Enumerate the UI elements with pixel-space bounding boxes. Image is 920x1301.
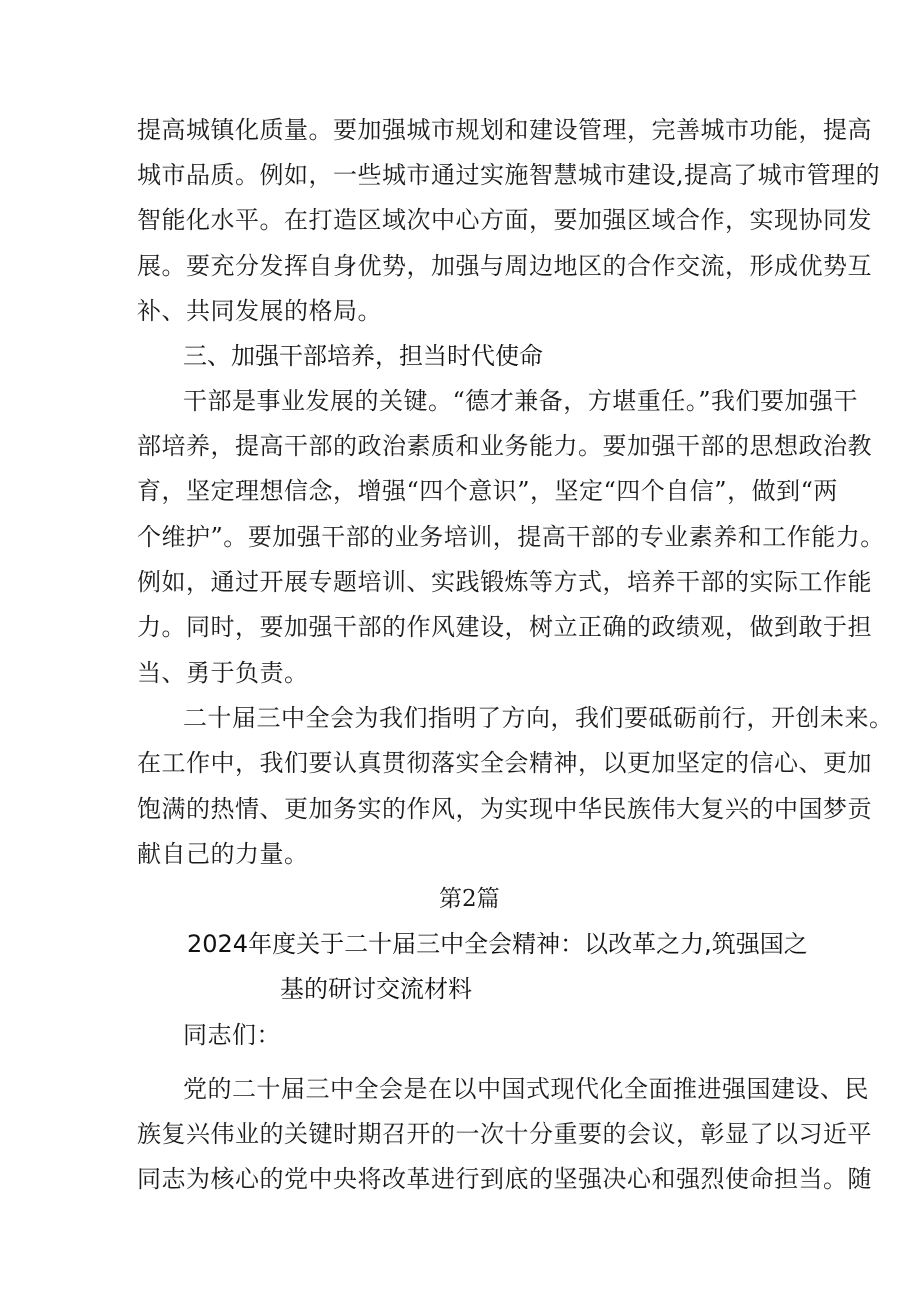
text-line: 智能化水平。在打造区域次中心方面，要加强区域合作，实现协同发 — [137, 206, 872, 234]
text-line: 党的二十届三中全会是在以中国式现代化全面推进强国建设、民 — [183, 1075, 869, 1103]
text-line: 同志为核心的党中央将改革进行到底的坚强决心和强烈使命担当。随 — [137, 1165, 872, 1193]
text-line: 例如，通过开展专题培训、实践锻炼等方式，培养干部的实际工作能 — [137, 568, 872, 596]
section-heading: 三、加强干部培养，担当时代使命 — [183, 342, 543, 370]
text-line: 献自己的力量。 — [137, 840, 309, 868]
text-line: 补、共同发展的格局。 — [137, 297, 382, 325]
text-line: 城市品质。例如，一些城市通过实施智慧城市建设,提高了城市管理的 — [137, 161, 881, 189]
text-line: 部培养，提高干部的政治素质和业务能力。要加强干部的思想政治教 — [137, 432, 872, 460]
salutation: 同志们： — [183, 1021, 281, 1049]
article-title-line-1: 2024年度关于二十届三中全会精神：以改革之力,筑强国之 — [187, 930, 808, 958]
text-line: 个维护”。要加强干部的业务培训，提高干部的专业素养和工作能力。 — [137, 523, 885, 551]
text-line: 育，坚定理想信念，增强“四个意识”，坚定“四个自信”，做到“两 — [137, 477, 838, 505]
text-line: 族复兴伟业的关键时期召开的一次十分重要的会议，彰显了以习近平 — [137, 1120, 872, 1148]
text-line: 二十届三中全会为我们指明了方向，我们要砥砺前行，开创未来。 — [183, 704, 894, 732]
text-line: 提高城镇化质量。要加强城市规划和建设管理，完善城市功能，提高 — [137, 116, 872, 144]
text-line: 力。同时，要加强干部的作风建设，树立正确的政绩观，做到敢于担 — [137, 613, 872, 641]
part-label: 第2篇 — [439, 886, 500, 912]
text-line: 饱满的热情、更加务实的作风，为实现中华民族伟大复兴的中国梦贡 — [137, 795, 872, 823]
article-title-line-2: 基的研讨交流材料 — [280, 975, 472, 1003]
text-line: 干部是事业发展的关键。“德才兼备，方堪重任。”我们要加强干 — [183, 387, 859, 415]
text-line: 当、勇于负责。 — [137, 659, 309, 687]
text-line: 在工作中，我们要认真贯彻落实全会精神，以更加坚定的信心、更加 — [137, 749, 872, 777]
text-line: 展。要充分发挥自身优势，加强与周边地区的合作交流，形成优势互 — [137, 252, 872, 280]
